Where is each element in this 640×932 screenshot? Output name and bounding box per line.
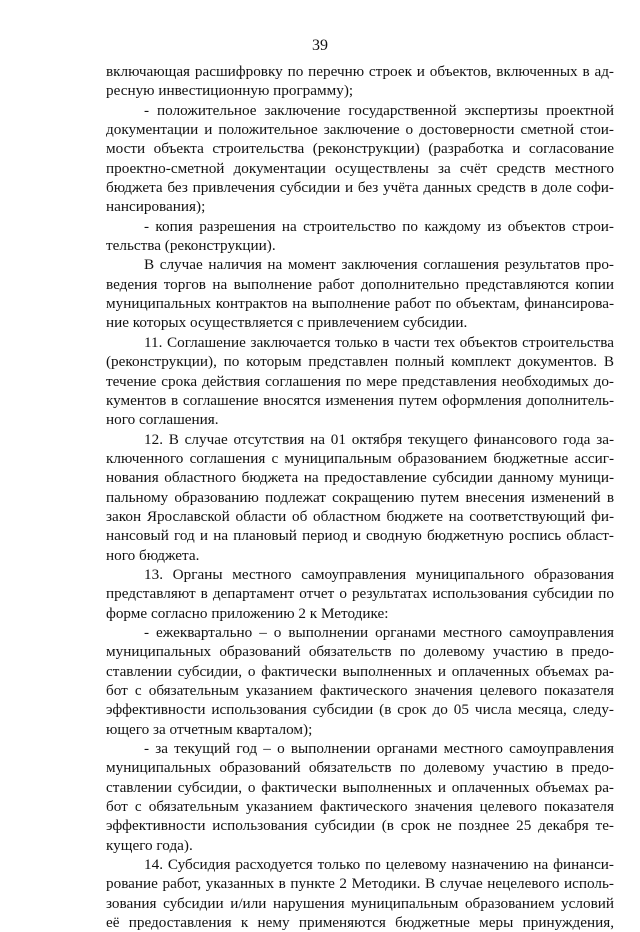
text-line: эффективности использования субсидии (в срок не позднее 25 декабря те- (106, 817, 614, 835)
text-line: ставлении субсидии, о фактически выполненных и оплаченных объемах ра- (106, 778, 614, 796)
text-line: течение срока действия соглашения по мере представления необходимых до- (106, 372, 614, 390)
text-line: кущего года). (106, 836, 193, 854)
text-line: - за текущий год – о выполнении органами местного самоуправления (144, 740, 614, 758)
document-body (106, 62, 614, 932)
text-line: 12. В случае отсутствия на 01 октября текущего финансового года за- (144, 430, 614, 448)
text-line: эффективности использования субсидии (в срок до 05 числа месяца, следу- (106, 701, 614, 719)
text-line: ние которых осуществляется с привлечением субсидии. (106, 314, 468, 332)
text-line: - копия разрешения на строительство по каждому из объектов строи- (144, 217, 614, 235)
text-line: включающая расшифровку по перечню строек и объектов, включенных в ад- (106, 63, 614, 80)
text-line: муниципальных образований обязательств по долевому участию в предо- (106, 643, 614, 661)
text-line: ведения торгов на выполнение работ дополнительно представляются копии (106, 275, 614, 293)
text-line: ключенного соглашения с муниципальным образованием бюджетные ассиг- (106, 449, 614, 467)
text-line: нансовый год и на плановый период и сводную бюджетную роспись област- (106, 527, 614, 545)
text-line: В случае наличия на момент заключения соглашения результатов про- (144, 256, 614, 274)
text-line: бюджета без привлечения субсидии и без учёта данных средств в доле софи- (106, 179, 614, 197)
text-line: - положительное заключение государственной экспертизы проектной (144, 101, 614, 119)
text-line: муниципальных образований обязательств по долевому участию в предо- (106, 759, 614, 777)
text-line: кументов в соглашение вносятся изменения путем оформления дополнитель- (106, 391, 614, 409)
text-line: 14. Субсидия расходуется только по целевому назначению на финанси- (144, 856, 614, 874)
text-line: закон Ярославской области об областном бюджете на соответствующий фи- (106, 507, 614, 525)
text-line: муниципальных контрактов на выполнение работ по объектам, финансирова- (106, 295, 614, 313)
text-line: бот с обязательным указанием фактического значения целевого показателя (106, 682, 614, 699)
text-line: проектно-сметной документации осуществлены за счёт средств местного (106, 159, 614, 177)
text-line: нансирования); (106, 198, 206, 216)
text-line: пальному образованию подлежат сокращению путем внесения изменений в (106, 488, 614, 506)
text-line: 13. Органы местного самоуправления муниципального образования (144, 565, 614, 583)
text-line: 11. Соглашение заключается только в части тех объектов строительства (144, 333, 614, 351)
text-line: - ежеквартально – о выполнении органами местного самоуправления (144, 623, 614, 641)
text-line: ющего за отчетным кварталом); (106, 720, 313, 738)
text-line: ного бюджета. (106, 546, 200, 564)
text-line: мости объекта строительства (реконструкции) (разработка и согласование (106, 140, 614, 158)
text-line: ресную инвестиционную программу); (106, 82, 354, 100)
text-line: тельства (реконструкции). (106, 237, 276, 255)
text-line: рование работ, указанных в пункте 2 Методики. В случае нецелевого исполь- (106, 875, 614, 893)
page-number: 39 (312, 37, 328, 54)
text-line: бот с обязательным указанием фактического значения целевого показателя (106, 798, 614, 816)
text-line: (реконструкции), по которым представлен полный комплект документов. В (106, 353, 614, 371)
text-line: представляют в департамент отчет о результатах использования субсидии по (106, 585, 614, 603)
text-line: форме согласно приложению 2 к Методике: (106, 604, 389, 622)
text-line: нования областного бюджета на предоставление субсидии данному муници- (106, 469, 614, 487)
text-line: документации и положительное заключение о достоверности сметной стои- (106, 121, 614, 139)
text-line: ставлении субсидии, о фактически выполненных и оплаченных объемах ра- (106, 662, 614, 680)
text-line: ного соглашения. (106, 411, 219, 429)
text-line: её предоставления к нему применяются бюджетные меры принуждения, (106, 914, 614, 932)
text-line: зования субсидии и/или нарушения муниципальным образованием условий (106, 894, 614, 912)
